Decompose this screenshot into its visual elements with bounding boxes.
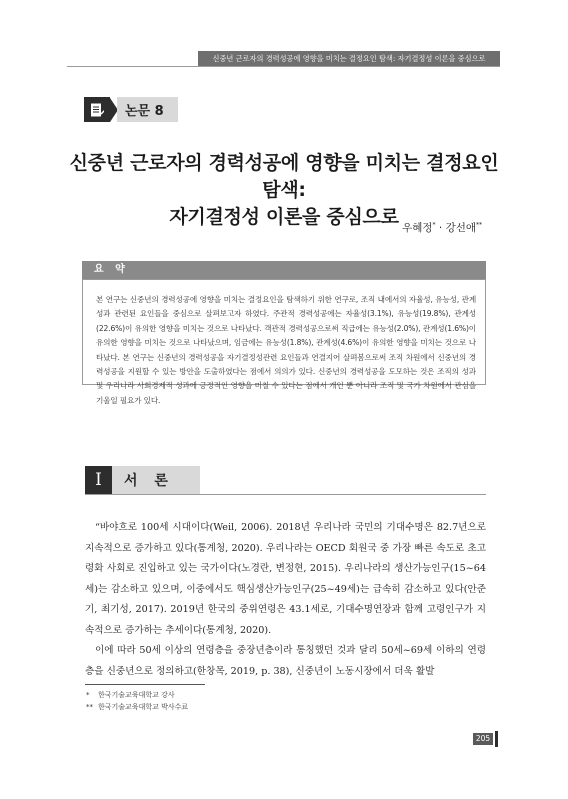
footnote-2-mark: ** [86, 703, 93, 711]
paper-tag-icon-box [84, 97, 110, 122]
footnote-1 [86, 689, 188, 701]
footnote-1-mark: * [86, 691, 90, 699]
page-number-bar [495, 731, 498, 747]
author-2-mark: ** [476, 221, 482, 229]
body-paragraph-2: 이에 따라 50세 이상의 연령층을 중장년층이라 통칭했던 것과 달리 50세~69세 이하의 연령층을 신중년으로 정의하고(한창목, 2019, p. 38), 신중년이 노동시장에서 더욱 활발 [85, 645, 486, 677]
footnotes [86, 689, 188, 713]
header-divider [67, 66, 500, 67]
author-1-mark: * [432, 221, 436, 229]
footnote-divider [85, 684, 205, 685]
author-1: 우혜정 [402, 222, 433, 234]
abstract-heading-bar [82, 261, 486, 279]
authors [402, 220, 482, 235]
section-heading [85, 466, 200, 494]
section-number: I [85, 466, 112, 494]
body-paragraph-1: “바야흐로 100세 시대이다(Weil, 2006). 2018년 우리나라 국민의 기대수명은 82.7년으로 지속적으로 증가하고 있다(통계청, 2020). 우리나라는 OECD 회원국 중 가장 빠른 속도로 초고령화 사회로 진입하고 있는 국가이다(노경란, 변정현, 2015). 우리나라의 생산가능인구(15~64세)는 감소하고 있으며, 이중에서도 핵심생산가능인구(25~49세)는 급속히 감소하고 있다(안준기, 최기성, 2017). 2019년 한국의 중위연령은 43.1세로, 기대수명연장과 함께 고령인구가 지속적으로 증가하는 추세이다(통계청, 2020). [85, 522, 486, 636]
document-list-icon [89, 102, 105, 118]
author-2: 강선애 [445, 222, 476, 234]
abstract-heading: 요 약 [94, 264, 129, 275]
author-separator: · [435, 222, 446, 234]
paper-title [60, 150, 508, 231]
paper-title-line-2: 자기결정성 이론을 중심으로 [169, 206, 399, 228]
section-divider [85, 494, 486, 495]
footnote-2 [86, 701, 188, 713]
body-text [85, 518, 486, 682]
paper-tag [84, 97, 178, 122]
page-number: 205 [473, 733, 493, 745]
footnote-2-text: 한국기술교육대학교 박사수료 [98, 703, 189, 711]
paper-title-line-1: 신중년 근로자의 경력성공에 영향을 미치는 결정요인 탐색: [69, 152, 499, 201]
abstract-text: 본 연구는 신중년의 경력성공에 영향을 미치는 결정요인을 탐색하기 위한 연구로, 조직 내에서의 자율성, 유능성, 관계성과 관련된 요인들을 중심으로 살펴보고자 하였다. 주관적 경력성공에는 자율성(3.1%), 유능성(19.8%), 관계성(22.6%)이 유의한 영향을 미치는 것으로 나타났다. 객관적 경력성공으로써 직급에는 유능성(2.0%), 관계성(1.6%)이 유의한 영향을 미치는 것으로 나타났으며, 임금에는 유능성(1.8%), 관계성(4.6%)이 유의한 영향을 미치는 것으로 나타났다. 본 연구는 신중년의 경력성공을 자기결정성관련 요인들과 연결지어 살펴봄으로써 조직 차원에서 신중년의 경력성공을 지원할 수 있는 방안을 도출하였다는 점에서 의의가 있다. 신중년의 경력성공을 도모하는 것은 조직의 성과 및 우리나라 사회경제적 성과에 긍정적인 영향을 미칠 수 있다는 점에서 개인 뿐 아니라 조직 및 국가 차원에서 관심을 기울일 필요가 있다. [96, 295, 476, 405]
footnote-1-text: 한국기술교육대학교 강사 [98, 691, 175, 699]
section-title: 서 론 [112, 466, 200, 494]
paper-tag-label: 논문 8 [117, 97, 178, 122]
running-header: 신중년 근로자의 경력성공에 영향을 미치는 결정요인 탐색: 자기결정성 이론을 중심으로 [198, 51, 500, 66]
